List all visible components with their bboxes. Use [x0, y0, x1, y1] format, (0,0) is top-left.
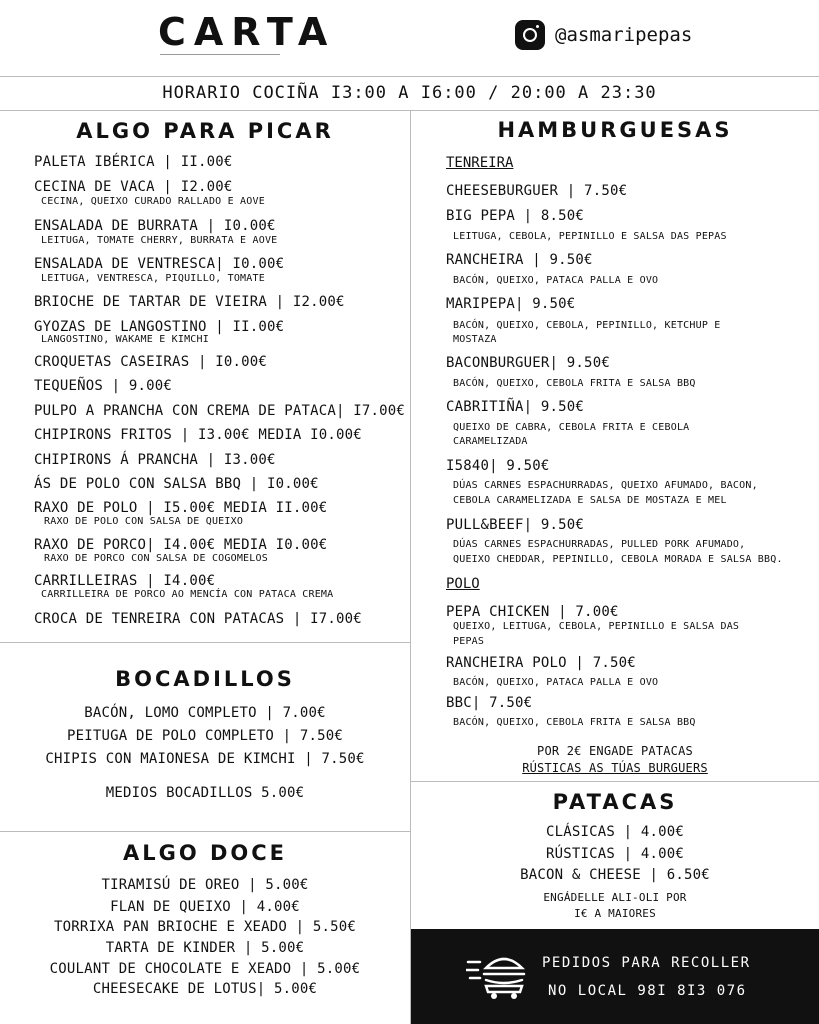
- section-title-patacas: PATACAS: [552, 790, 678, 814]
- menu-item: I5840| 9.50€: [446, 458, 550, 474]
- menu-item: RANCHEIRA POLO | 7.50€: [446, 655, 636, 671]
- menu-item: TORRIXA PAN BRIOCHE E XEADO | 5.50€: [53, 919, 356, 935]
- menu-item-description: DÚAS CARNES ESPACHURRADAS, QUEIXO AFUMADO, BACON,: [453, 480, 758, 491]
- section-title-picar: ALGO PARA PICAR: [76, 119, 334, 143]
- menu-item: FLAN DE QUEIXO | 4.00€: [110, 899, 300, 915]
- menu-item: CHIPIS CON MAIONESA DE KIMCHI | 7.50€: [45, 751, 365, 767]
- divider: [0, 642, 410, 643]
- menu-item: CROQUETAS CASEIRAS | I0.00€: [34, 354, 267, 370]
- header: [0, 0, 819, 76]
- menu-item-description: CECINA, QUEIXO CURADO RALLADO E AOVE: [41, 196, 265, 207]
- subsection-label: POLO: [446, 576, 480, 592]
- menu-item: BRIOCHE DE TARTAR DE VIEIRA | I2.00€: [34, 294, 345, 310]
- menu-item: BACÓN, LOMO COMPLETO | 7.00€: [84, 705, 326, 721]
- menu-item-description: CARAMELIZADA: [453, 436, 528, 447]
- section-title-bocadillos: BOCADILLOS: [115, 667, 295, 691]
- menu-item-description: CEBOLA CARAMELIZADA E SALSA DE MOSTAZA E MEL: [453, 495, 727, 506]
- column-divider: [410, 110, 411, 1024]
- menu-item-description: DÚAS CARNES ESPACHURRADAS, PULLED PORK AFUMADO,: [453, 539, 746, 550]
- menu-item: PALETA IBÉRICA | II.00€: [34, 154, 233, 170]
- menu-item-description: QUEIXO CHEDDAR, PEPINILLO, CEBOLA MORADA E SALSA BBQ.: [453, 554, 783, 565]
- divider: [0, 831, 410, 832]
- menu-item-description: BACÓN, QUEIXO, CEBOLA, PEPINILLO, KETCHUP E: [453, 320, 721, 331]
- menu-item: PULL&BEEF| 9.50€: [446, 517, 585, 533]
- menu-item: BACON & CHEESE | 6.50€: [520, 867, 710, 883]
- menu-item-description: PEPAS: [453, 636, 485, 647]
- burger-note: RÚSTICAS AS TÚAS BURGUERS: [522, 761, 708, 775]
- menu-item-description: BACÓN, QUEIXO, PATACA PALLA E OVO: [453, 677, 659, 688]
- menu-item: BACONBURGUER| 9.50€: [446, 355, 610, 371]
- burger-note: POR 2€ ENGADE PATACAS: [537, 744, 693, 758]
- menu-item-description: QUEIXO DE CABRA, CEBOLA FRITA E CEBOLA: [453, 422, 690, 433]
- kitchen-hours: HORARIO COCIÑA I3:00 A I6:00 / 20:00 A 23:30: [162, 83, 657, 103]
- menu-item: MEDIOS BOCADILLOS 5.00€: [105, 785, 305, 801]
- menu-item-description: CARRILLEIRA DE PORCO AO MENCÍA CON PATACA CREMA: [41, 589, 334, 600]
- menu-item: TEQUEÑOS | 9.00€: [34, 378, 173, 394]
- menu-item-description: LANGOSTINO, WAKAME E KIMCHI: [41, 334, 209, 345]
- menu-item: CLÁSICAS | 4.00€: [545, 824, 685, 840]
- takeaway-text: PEDIDOS PARA RECOLLER: [542, 955, 751, 971]
- menu-item: CECINA DE VACA | I2.00€: [34, 179, 233, 195]
- menu-item: BIG PEPA | 8.50€: [446, 208, 585, 224]
- instagram-link[interactable]: [515, 20, 692, 50]
- menu-item-description: LEITUGA, CEBOLA, PEPINILLO E SALSA DAS PEPAS: [453, 231, 727, 242]
- page-title: CARTA: [158, 10, 336, 54]
- instagram-handle: @asmaripepas: [555, 24, 693, 46]
- patacas-note: ENGÁDELLE ALI-OLI POR: [543, 891, 687, 904]
- menu-item: CHEESECAKE DE LOTUS| 5.00€: [92, 981, 318, 997]
- menu-item: RAXO DE POLO | I5.00€ MEDIA II.00€: [34, 500, 328, 516]
- menu-item: ENSALADA DE BURRATA | I0.00€: [34, 218, 276, 234]
- menu-item: CHEESEBURGUER | 7.50€: [446, 183, 628, 199]
- menu-item-description: LEITUGA, VENTRESCA, PIQUILLO, TOMATE: [41, 273, 265, 284]
- menu-item: CHIPIRONS Á PRANCHA | I3.00€: [34, 452, 276, 468]
- menu-item-description: BACÓN, QUEIXO, CEBOLA FRITA E SALSA BBQ: [453, 717, 696, 728]
- divider: [411, 781, 819, 782]
- menu-item: TARTA DE KINDER | 5.00€: [105, 940, 305, 956]
- phone-number[interactable]: NO LOCAL 98I 8I3 076: [548, 983, 747, 999]
- menu-item: RAXO DE PORCO| I4.00€ MEDIA I0.00€: [34, 537, 328, 553]
- menu-item: BBC| 7.50€: [446, 695, 533, 711]
- instagram-icon: [515, 20, 545, 50]
- menu-item-description: LEITUGA, TOMATE CHERRY, BURRATA E AOVE: [41, 235, 278, 246]
- menu-item-description: RAXO DE POLO CON SALSA DE QUEIXO: [44, 516, 244, 527]
- menu-item-description: MOSTAZA: [453, 334, 497, 345]
- menu-item: ÁS DE POLO CON SALSA BBQ | I0.00€: [34, 476, 319, 492]
- menu-item: PEITUGA DE POLO COMPLETO | 7.50€: [66, 728, 344, 744]
- menu-item: PEPA CHICKEN | 7.00€: [446, 604, 619, 620]
- divider: [0, 76, 819, 77]
- title-underline: [160, 54, 280, 55]
- menu-item-description: BACÓN, QUEIXO, PATACA PALLA E OVO: [453, 275, 659, 286]
- menu-item: MARIPEPA| 9.50€: [446, 296, 576, 312]
- patacas-note: I€ A MAIORES: [574, 907, 656, 920]
- subsection-label: TENREIRA: [446, 155, 514, 171]
- menu-item: RANCHEIRA | 9.50€: [446, 252, 593, 268]
- menu-item: COULANT DE CHOCOLATE E XEADO | 5.00€: [49, 961, 361, 977]
- menu-item: CARRILLEIRAS | I4.00€: [34, 573, 216, 589]
- menu-item: PULPO A PRANCHA CON CREMA DE PATACA| I7.00€: [34, 403, 406, 419]
- menu-item: CABRITIÑA| 9.50€: [446, 399, 585, 415]
- menu-item: CHIPIRONS FRITOS | I3.00€ MEDIA I0.00€: [34, 427, 362, 443]
- menu-item-description: RAXO DE PORCO CON SALSA DE COGOMELOS: [44, 553, 268, 564]
- menu-item-description: QUEIXO, LEITUGA, CEBOLA, PEPINILLO E SALSA DAS: [453, 621, 740, 632]
- menu-item: TIRAMISÚ DE OREO | 5.00€: [101, 877, 309, 893]
- section-title-hamburguesas: HAMBURGUESAS: [497, 118, 733, 142]
- menu-item: ENSALADA DE VENTRESCA| I0.00€: [34, 256, 285, 272]
- menu-item: CROCA DE TENREIRA CON PATACAS | I7.00€: [34, 611, 362, 627]
- section-title-doce: ALGO DOCE: [122, 841, 288, 865]
- menu-item: GYOZAS DE LANGOSTINO | II.00€: [34, 319, 285, 335]
- menu-item: RÚSTICAS | 4.00€: [545, 846, 685, 862]
- menu-item-description: BACÓN, QUEIXO, CEBOLA FRITA E SALSA BBQ: [453, 378, 696, 389]
- burger-delivery-icon: [466, 948, 530, 1000]
